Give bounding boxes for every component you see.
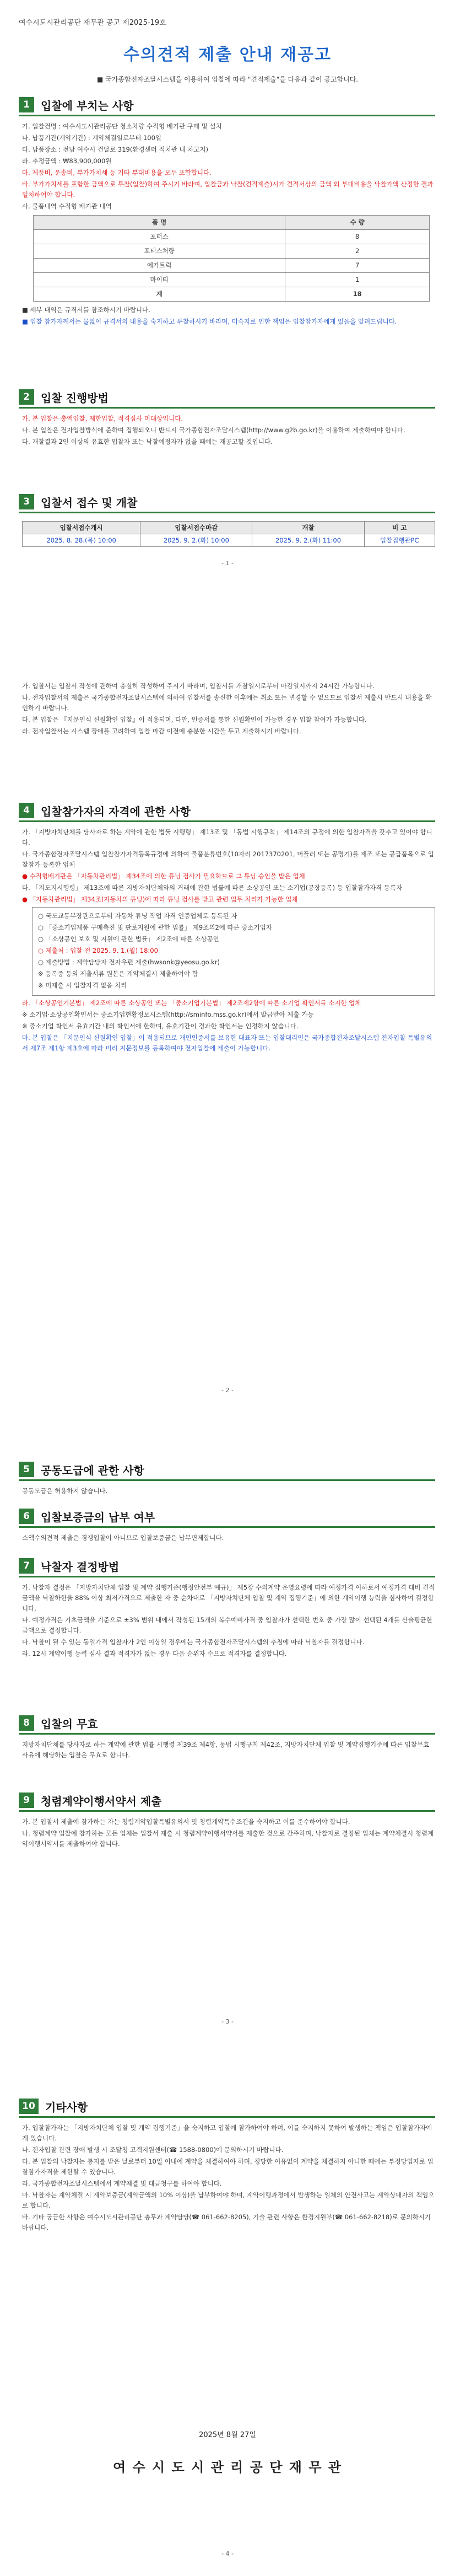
line: 마. 본 입찰은 「지문인식 신원확인 입찰」이 적용되므로 개인인증서를 보유한 대표자 또는 입찰대리인은 국가종합전자조달시스템 전자입찰 특별유의서 제7조 제1항 제3호에 따라 미리 지문정보를 등록하여야 전자입찰에 제출이 가능합니다. — [22, 1034, 432, 1052]
section-title: 입찰보증금의 납부 여부 — [41, 1510, 155, 1524]
table-cell: 2025. 9. 2.(화) 11:00 — [252, 534, 364, 547]
section-9-body — [22, 1817, 435, 1850]
line: 다. 개찰결과 2인 이상의 유효한 입찰자 또는 낙찰예정자가 없을 때에는 재공고할 것입니다. — [22, 438, 273, 446]
line: 나. 국가종합전자조달시스템 입찰참가자격등록규정에 의하여 물품분류번호(10자리 2017370201, 머플러 또는 공명기)를 제조 또는 공급품목으로 입찰참가 등록한 업체 — [22, 850, 434, 868]
line: 라. 「소상공인기본법」 제2조에 따른 소상공인 또는 「중소기업기본법」 제2조제2항에 따른 소기업 확인서를 소지한 업체 — [22, 999, 361, 1007]
line: 나. 전자입찰 관련 장애 발생 시 조달청 고객지원센터(☎ 1588-0800)에 문의하시기 바랍니다. — [22, 2146, 284, 2154]
section-title: 공동도급에 관한 사항 — [41, 1463, 144, 1477]
section-rule — [19, 1733, 435, 1735]
table-header: 수 량 — [285, 216, 430, 230]
table-row — [23, 534, 435, 547]
section-title: 입찰 진행방법 — [41, 391, 109, 405]
line: ○ 국도교통부장관으로부터 자동차 튜닝 작업 자격 인증업체로 등록된 자 — [38, 912, 237, 920]
line: 나. 청렴계약 입찰에 참가하는 모든 업체는 입찰서 제출 시 청렴계약이행서약서를 제출한 것으로 간주하며, 낙찰자로 결정된 업체는 계약체결시 청렴계약이행서약서를 제출하여야 합니다. — [22, 1829, 434, 1848]
line: ○ 제출처 : 입찰 전 2025. 9. 1.(월) 18:00 — [38, 947, 158, 954]
section-3-continued — [22, 681, 435, 738]
section-title: 청렴계약이행서약서 제출 — [41, 1794, 162, 1808]
section-title: 입찰에 부치는 사항 — [41, 99, 134, 112]
section-2-body — [22, 414, 435, 448]
section-number: 2 — [19, 389, 34, 405]
line: 사. 물품내역 수직형 배기관 내역 — [22, 202, 112, 210]
line: 가. 입찰참가자는 「지방자치단체 입찰 및 계약 집행기준」을 숙지하고 입찰에 참가하여야 하며, 이를 숙지하지 못하여 발생하는 책임은 입찰참가자에게 있습니다. — [22, 2124, 432, 2142]
page-2 — [0, 670, 455, 1425]
page-title: 수의견적 제출 안내 재공고 — [123, 45, 332, 65]
line: 나. 본 입찰은 전자입찰방식에 준하여 집행되오니 반드시 국가종합전자조달시스템(http://www.g2b.go.kr)을 이용하여 제출하여야 합니다. — [22, 426, 405, 434]
section-rule — [19, 1810, 435, 1812]
section-title: 입찰참가자의 자격에 관한 사항 — [41, 804, 191, 818]
line: 가. 본 입찰은 총액입찰, 제한입찰, 적격심사 미대상입니다. — [22, 415, 183, 422]
page-number: - 1 - — [221, 560, 234, 567]
page-number: - 4 - — [221, 2550, 234, 2557]
line: 다. 본 입찰의 낙찰자는 통지를 받은 날로부터 10일 이내에 계약을 체결하여야 하며, 정당한 이유없이 계약을 체결하지 아니한 때에는 부정당업자로 입찰참가자격을 제한할 수 있습니다. — [22, 2158, 434, 2176]
line: 가. 낙찰자 결정은 「지방자치단체 입찰 및 계약 집행기준(행정안전부 예규)」 제5장 수의계약 운영요령에 따라 예정가격 이하로서 예정가격 대비 견적금액을 낙찰하한율 88% 이상 최저가격으로 제출한 자 중 순차대로 「지방자치단체 입찰 및 계약 집행기준」에 의한 계약이행 능력을 심사하여 결정합니다. — [22, 1584, 435, 1612]
line: 바. 부가가치세를 포함한 금액으로 투찰(입찰)하여 주시기 바라며, 입찰금과 낙찰(견적제출)시가 견적서상의 금액 외 부대비용을 낙찰가액 산정한 결과 일치하여야 합니다. — [22, 180, 434, 198]
table-cell: 포터스 — [34, 230, 285, 244]
line: 가. 입찰서는 입찰서 작성에 관하여 충실히 작성하여 주시기 바라며, 입찰서를 개찰일시로부터 마감일시까지 24시간 가능합니다. — [22, 682, 375, 690]
line: ※ 소기업·소상공인확인서는 중소기업현황정보시스템(http://sminfo.mss.go.kr)에서 발급받아 제출 가능 — [22, 1011, 314, 1018]
line: 나. 예정가격은 기초금액을 기준으로 ±3% 범위 내에서 작성된 15개의 복수예비가격 중 입찰자가 선택한 번호 중 가장 많이 선택된 4개를 산술평균한 금액으로 결정합니다. — [22, 1616, 433, 1634]
section-8-body — [22, 1740, 435, 1762]
line: 다. 「지도지시행령」 제13조에 따른 지방자치단체와의 거래에 관한 법률에 따른 소상공인 또는 소기업(공장등록) 등 입찰참가자격 등록자 — [22, 884, 403, 892]
section-number: 6 — [19, 1509, 34, 1524]
note: ■ 입찰 참가자께서는 물없이 규격서의 내용을 숙지하고 투찰하시기 바라며, 미숙지로 인한 책임은 입찰참가자에게 있음을 알려드립니다. — [22, 318, 397, 325]
section-2-header — [19, 389, 109, 405]
page-subtitle: ■ 국가종합전자조달시스템을 이용하여 입찰에 따라 "견적제출"을 다음과 같이 공고합니다. — [96, 76, 359, 83]
table-cell: 계 — [34, 287, 285, 302]
section-9-header — [19, 1792, 161, 1808]
item-table — [33, 215, 430, 302]
schedule-table — [22, 521, 435, 547]
section-7-body — [22, 1582, 435, 1660]
line: ● 「자동차관리법」 제34조(자동차의 튜닝)에 따라 튜닝 검사를 받고 관련 업무 처리가 가능한 업체 — [22, 895, 298, 903]
section-1-header — [19, 96, 134, 113]
line: 가. 「지방자치단체를 당사자로 하는 계약에 관한 법률 시행령」 제13조 및 「동법 시행규칙」 제14조의 규정에 의한 입찰자격을 갖추고 있어야 합니다. — [22, 828, 432, 846]
line: 다. 낙찰이 될 수 있는 동일가격 입찰자가 2인 이상일 경우에는 국가종합전자조달시스템의 추첨에 따라 낙찰자를 결정합니다. — [22, 1638, 365, 1646]
notice-number: 여수시도시관리공단 재무관 공고 제2025-19호 — [19, 19, 166, 27]
section-10-body — [22, 2123, 435, 2234]
section-8-header — [19, 1715, 98, 1731]
line: 다. 본 입찰은 『지문인식 신원확인 입찰』이 적용되며, 다만, 인증서를 통한 신원확인이 가능한 경우 입찰 참여가 가능합니다. — [22, 716, 367, 723]
line: ※ 중소기업 확인서 유효기간 내의 확인서에 한하며, 유효기간이 경과한 확인서는 인정하지 않습니다. — [22, 1022, 299, 1030]
section-6-body — [22, 1533, 435, 1544]
line: 공동도급은 허용하지 않습니다. — [22, 1487, 108, 1495]
page-4 — [0, 2076, 455, 2576]
section-10-header — [19, 2098, 88, 2115]
table-row — [34, 259, 430, 273]
table-cell: 2025. 8. 28.(목) 10:00 — [23, 534, 140, 547]
section-rule — [19, 1576, 435, 1577]
section-5-header — [19, 1461, 144, 1478]
line: 바. 기타 궁금한 사항은 여수시도시관리공단 총무과 계약담당(☎ 061-662-8205), 기술 관련 사항은 환경지원부(☎ 061-662-8218)로 문의하시기 바랍니다. — [22, 2213, 431, 2231]
page-3 — [0, 1439, 455, 2057]
table-cell: 18 — [285, 287, 430, 302]
section-number: 7 — [19, 1558, 34, 1574]
table-header: 품 명 — [34, 216, 285, 230]
line: 다. 납품장소 : 전남 여수시 건달로 319(환경센터 적치관 내 차고지) — [22, 146, 208, 153]
issuer-signature: 여 수 시 도 시 관 리 공 단 재 무 관 — [112, 2460, 343, 2475]
section-number: 5 — [19, 1462, 34, 1477]
section-rule — [19, 407, 435, 409]
section-number: 1 — [19, 97, 34, 112]
section-number: 10 — [19, 2099, 39, 2114]
table-cell: 마이티 — [34, 273, 285, 287]
table-cell: 에가트럭 — [34, 259, 285, 273]
table-row — [34, 230, 430, 244]
table-cell: 입찰집행관PC — [364, 534, 435, 547]
section-rule — [19, 1479, 435, 1481]
line: 가. 입찰건명 : 여수시도시관리공단 청소차량 수직형 배기관 구매 및 설치 — [22, 122, 222, 130]
section-number: 3 — [19, 494, 34, 509]
section-rule — [19, 115, 435, 116]
section-4-header — [19, 802, 191, 819]
line: 나. 전자입찰서의 제출은 국가종합전자조달시스템에 의하여 입찰서를 송신한 이후에는 취소 또는 변경할 수 없으므로 입찰서 제출시 반드시 내용을 확인하기 바랍니다. — [22, 694, 432, 712]
table-cell: 포터스처량 — [34, 244, 285, 259]
line: ※ 미제출 시 입찰자격 없음 처리 — [38, 981, 127, 989]
line: 라. 추정금액 : ₩83,900,000원 — [22, 157, 112, 165]
section-5-body — [22, 1486, 435, 1498]
section-rule — [19, 1526, 435, 1528]
table-header: 개찰 — [252, 522, 364, 534]
page-number: - 2 - — [221, 1387, 234, 1394]
line: 라. 국가종합전자조달시스템에서 계약체결 및 대금청구를 하여야 합니다. — [22, 2180, 222, 2187]
line: 마. 제품비, 운송비, 부가가치세 등 기타 부대비용을 모두 포함합니다. — [22, 169, 212, 176]
table-row — [34, 273, 430, 287]
note: ■ 세부 내역은 규격서를 참조하시기 바랍니다. — [22, 306, 150, 314]
section-title: 입찰서 접수 및 개찰 — [41, 496, 138, 509]
line: ● 수직형배기관은 「자동차관리법」 제34조에 의한 튜닝 검사가 필요하므로 그 튜닝 승인을 받은 업체 — [22, 872, 305, 880]
table-cell: 2 — [285, 244, 430, 259]
line: 소액수의견적 제출은 경쟁입찰이 아니므로 입찰보증금은 납부면제합니다. — [22, 1534, 224, 1542]
line: ○ 「소상공인 보호 및 지원에 관한 법률」 제2조에 따른 소상공인 — [38, 935, 219, 943]
requirement-box — [32, 907, 435, 996]
line: 가. 본 입찰서 제출에 참가하는 자는 청렴계약입찰특별유의서 및 청렴계약특수조건을 숙지하고 이를 준수하여야 합니다. — [22, 1818, 350, 1826]
page-1 — [0, 0, 455, 651]
line: ※ 등록증 등의 제출서류 원본은 계약체결시 제출하여야 함 — [38, 970, 198, 978]
line: 라. 12시 계약이행 능력 심사 결과 적격자가 없는 경우 다음 순위자 순으로 적격자를 결정합니다. — [22, 1650, 287, 1657]
table-header: 입찰서접수마감 — [140, 522, 252, 534]
section-3-header — [19, 493, 137, 510]
line: 지방자치단체를 당사자로 하는 계약에 관한 법률 시행령 제39조 제4항, 동법 시행규칙 제42조, 지방자치단체 입찰 및 계약집행기준에 따른 입찰무효 사유에 해당하는 입찰은 무효로 합니다. — [22, 1741, 430, 1759]
line: 마. 낙찰자는 계약체결 시 계약보증금(계약금액의 10% 이상)을 납부하여야 하며, 계약이행과정에서 발생하는 일체의 안전사고는 계약상대자의 책임으로 합니다. — [22, 2191, 435, 2209]
section-number: 8 — [19, 1715, 34, 1731]
section-4-body — [22, 827, 435, 1055]
table-header: 비 고 — [364, 522, 435, 534]
table-header: 입찰서접수개시 — [23, 522, 140, 534]
table-cell: 7 — [285, 259, 430, 273]
line: 라. 전자입찰서는 시스템 장애를 고려하여 입찰 마감 이전에 충분한 시간을 두고 제출하시기 바랍니다. — [22, 727, 301, 735]
table-cell: 2025. 9. 2.(화) 10:00 — [140, 534, 252, 547]
table-row — [34, 244, 430, 259]
section-rule — [19, 512, 435, 513]
table-row — [34, 287, 430, 302]
line: ○ 「중소기업제품 구매촉진 및 판로지원에 관한 법률」 제9조의2에 따른 중소기업자 — [38, 924, 272, 931]
table-cell: 1 — [285, 273, 430, 287]
section-number: 4 — [19, 803, 34, 818]
section-7-header — [19, 1558, 119, 1574]
table-cell: 8 — [285, 230, 430, 244]
section-title: 낙찰자 결정방법 — [41, 1560, 120, 1574]
section-number: 9 — [19, 1793, 34, 1808]
notice-date: 2025년 8월 27일 — [199, 2431, 256, 2439]
line: 나. 납품기간(계약기간) : 계약체결일로부터 100일 — [22, 134, 162, 142]
section-1-body — [22, 121, 435, 328]
section-title: 입찰의 무효 — [41, 1717, 98, 1731]
section-rule — [19, 2116, 435, 2118]
section-rule — [19, 820, 435, 822]
section-title: 기타사항 — [45, 2100, 88, 2114]
section-6-header — [19, 1508, 155, 1525]
line: ○ 제출방법 : 계약담당자 전자우편 제출(hwsonk@yeosu.go.kr) — [38, 958, 220, 966]
page-number: - 3 - — [221, 2018, 234, 2025]
